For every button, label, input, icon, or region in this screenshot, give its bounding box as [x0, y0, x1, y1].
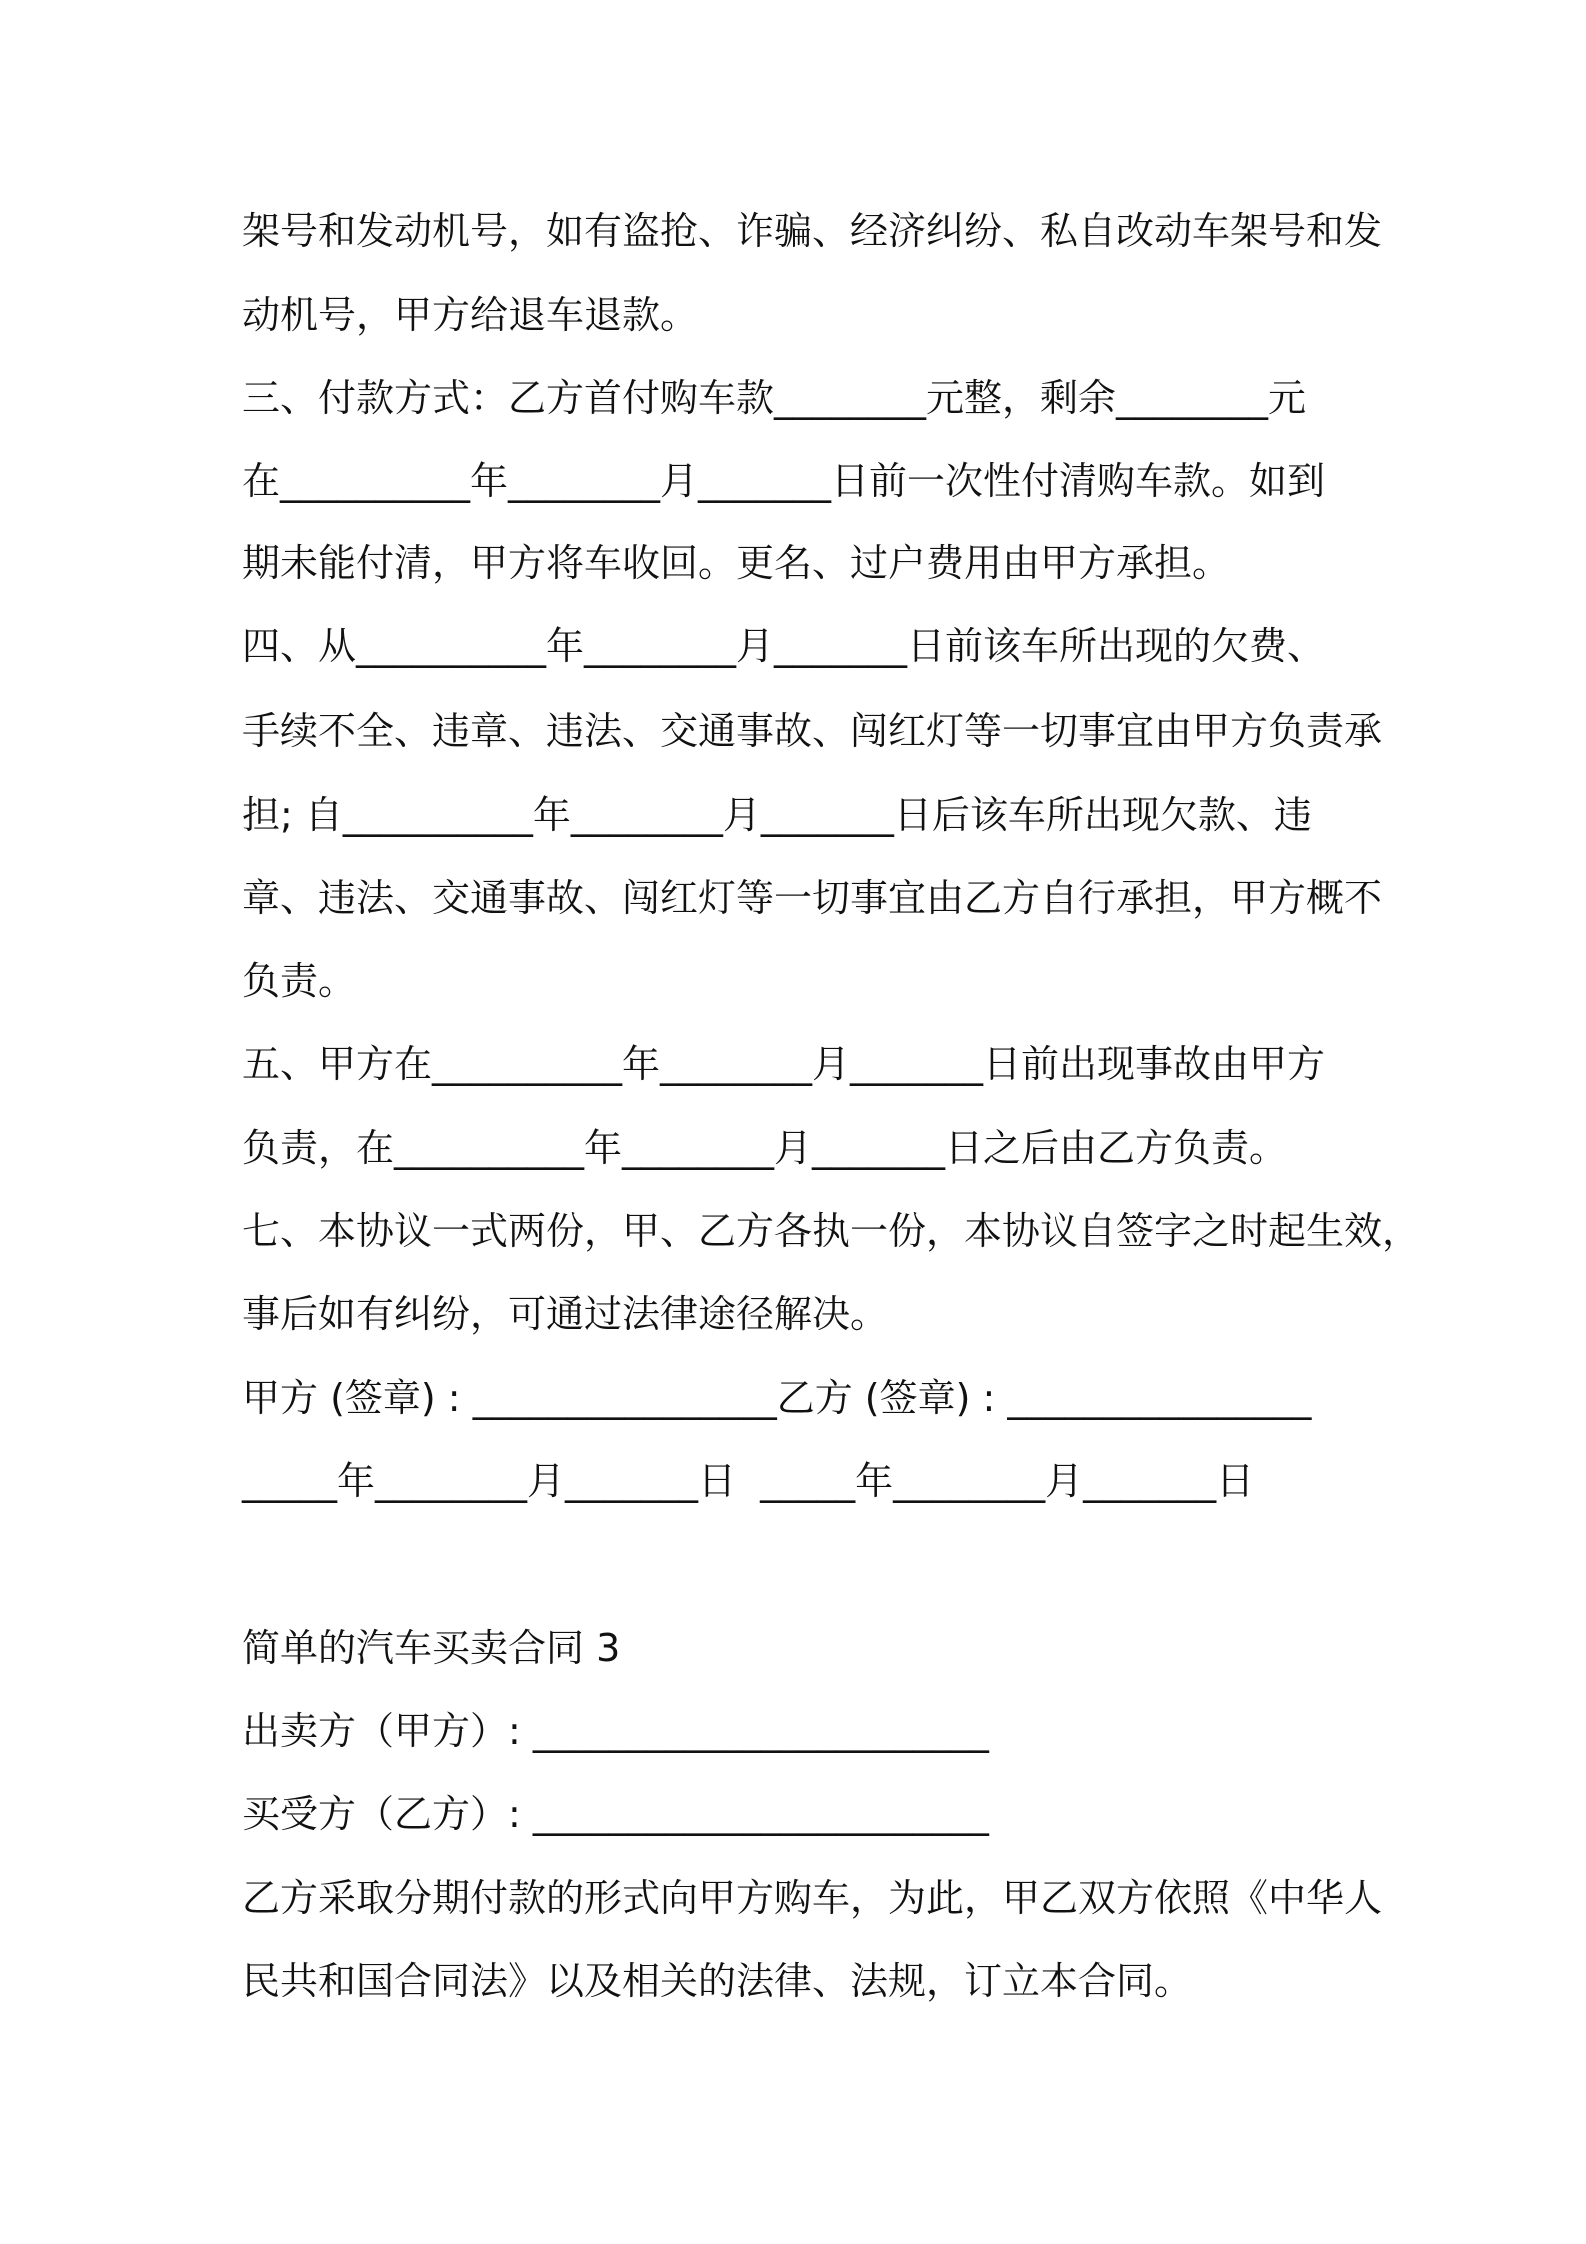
- buyer-line: 买受方（乙方）: ________________________: [242, 1792, 989, 1836]
- seller-line: 出卖方（甲方）: ________________________: [242, 1709, 989, 1753]
- text-line: 手续不全、违章、违法、交通事故、闯红灯等一切事宜由甲方负责承: [242, 709, 1383, 753]
- text-line: 期未能付清，甲方将车收回。更名、过户费用由甲方承担。: [242, 541, 1231, 585]
- text-line: 负责。: [242, 959, 357, 1003]
- text-line: 民共和国合同法》以及相关的法律、法规，订立本合同。: [242, 1959, 1193, 2003]
- contract-title: 简单的汽车买卖合同 3: [242, 1626, 621, 1670]
- clause-seven-line: 七、本协议一式两份，甲、乙方各执一份，本协议自签字之时起生效，: [242, 1209, 1421, 1253]
- text-line: 架号和发动机号，如有盗抢、诈骗、经济纠纷、私自改动车架号和发: [242, 209, 1383, 253]
- payment-terms-line: 三、付款方式：乙方首付购车款________元整，剩余________元: [242, 376, 1307, 420]
- signature-line: 甲方 (签章) : ________________乙方 (签章) : ________________: [242, 1376, 1312, 1420]
- signature-date-line: _____年________月_______日 _____年________月_______日: [242, 1459, 1255, 1503]
- text-line: 在__________年________月_______日前一次性付清购车款。如到: [242, 459, 1326, 503]
- text-line: 章、违法、交通事故、闯红灯等一切事宜由乙方自行承担，甲方概不: [242, 876, 1383, 920]
- text-line: 乙方采取分期付款的形式向甲方购车，为此，甲乙双方依照《中华人: [242, 1876, 1383, 1920]
- clause-four-line: 四、从__________年________月_______日前该车所出现的欠费、: [242, 624, 1326, 668]
- text-line: 负责，在__________年________月_______日之后由乙方负责。: [242, 1126, 1288, 1170]
- clause-five-line: 五、甲方在__________年________月_______日前出现事故由甲方: [242, 1042, 1326, 1086]
- text-line: 事后如有纠纷，可通过法律途径解决。: [242, 1292, 889, 1336]
- text-line: 担; 自__________年________月_______日后该车所出现欠款、违: [242, 793, 1312, 837]
- text-line: 动机号，甲方给退车退款。: [242, 293, 699, 337]
